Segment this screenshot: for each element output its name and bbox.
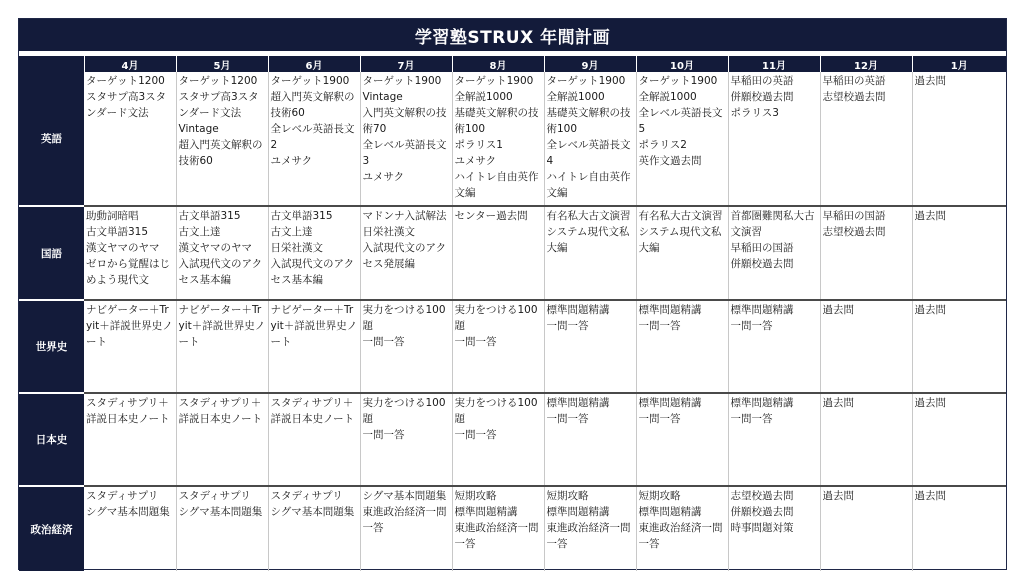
plan-cell: ナビゲーター＋Tryit＋詳説世界史ノート (176, 300, 268, 393)
plan-cell: ナビゲーター＋Tryit＋詳説世界史ノート (84, 300, 176, 393)
plan-cell: ターゲット1200 スタサプ高3スタンダード文法 Vintage 超入門英文解釈の技術60 (176, 72, 268, 206)
plan-cell: スタディサプリ シグマ基本問題集 (84, 486, 176, 571)
plan-cell: 早稲田の国語 志望校過去問 (820, 206, 912, 300)
subject-row-english (19, 72, 1006, 206)
plan-cell: 過去問 (912, 393, 1006, 486)
plan-cell: スタディサプリ＋詳説日本史ノート (176, 393, 268, 486)
month-header: 8月 (452, 56, 544, 72)
month-header: 9月 (544, 56, 636, 72)
plan-cell: 短期攻略 標準問題精講 東進政治経済一問一答 (452, 486, 544, 571)
plan-cell: 過去問 (912, 300, 1006, 393)
subject-label: 政治経済 (19, 486, 84, 571)
subject-label: 世界史 (19, 300, 84, 393)
plan-cell: 過去問 (914, 490, 946, 502)
month-header: 11月 (728, 56, 820, 72)
month-header: 12月 (820, 56, 912, 72)
plan-cell: ターゲット1900 全解説1000 基礎英文解釈の技術100 ポラリス1 ユメサク ハイトレ自由英作文編 (452, 72, 544, 206)
plan-cell: マドンナ入試解法 日栄社漢文 入試現代文のアクセス発展編 (360, 206, 452, 300)
plan-cell: スタディサプリ＋詳説日本史ノート (268, 393, 360, 486)
plan-cell: 古文単語315 古文上達 日栄社漢文 入試現代文のアクセス基本編 (268, 206, 360, 300)
plan-cell: 標準問題精講 一問一答 (636, 393, 728, 486)
plan-cell: 過去問 (820, 393, 912, 486)
month-header: 4月 (84, 56, 176, 72)
page-title: 学習塾STRUX 年間計画 (19, 19, 1006, 51)
plan-cell: 早稲田の英語 志望校過去問 (820, 72, 912, 206)
subject-label: 日本史 (19, 393, 84, 486)
plan-cell: 短期攻略 標準問題精講 東進政治経済一問一答 (636, 486, 728, 571)
subject-row-japanese (19, 206, 1006, 300)
plan-cell: ターゲット1900 超入門英文解釈の技術60 全レベル英語長文2 ユメサク (268, 72, 360, 206)
plan-cell: 助動詞暗唱 古文単語315 漢文ヤマのヤマ ゼロから覚醒はじめよう現代文 (84, 206, 176, 300)
plan-cell: 過去問 (820, 300, 912, 393)
month-header: 6月 (268, 56, 360, 72)
plan-cell: 志望校過去問 併願校過去問 時事問題対策 (728, 486, 820, 571)
subject-row-politics-economics (19, 486, 1006, 571)
plan-cell: ターゲット1900 Vintage 入門英文解釈の技術70 全レベル英語長文3 ユメサク (360, 72, 452, 206)
plan-cell: 標準問題精講 一問一答 (728, 300, 820, 393)
plan-cell: 過去問 (912, 206, 1006, 300)
plan-cell: スタディサプリ＋詳説日本史ノート (84, 393, 176, 486)
plan-cell: 実力をつける100題 一問一答 (360, 393, 452, 486)
plan-cell: 標準問題精講 一問一答 (544, 393, 636, 486)
plan-cell: センター過去問 (452, 206, 544, 300)
plan-cell: 標準問題精講 一問一答 (544, 300, 636, 393)
plan-cell: 早稲田の英語 併願校過去問 ポラリス3 (728, 72, 820, 206)
month-header: 7月 (360, 56, 452, 72)
plan-cell: 有名私大古文演習 システム現代文私大編 (544, 206, 636, 300)
plan-cell: 古文単語315 古文上達 漢文ヤマのヤマ 入試現代文のアクセス基本編 (176, 206, 268, 300)
plan-cell: 首都圏難関私大古文演習 早稲田の国語 併願校過去問 (728, 206, 820, 300)
plan-cell: 標準問題精講 一問一答 (728, 393, 820, 486)
month-header: 5月 (176, 56, 268, 72)
plan-cell: 有名私大古文演習 システム現代文私大編 (636, 206, 728, 300)
plan-cell: 標準問題精講 一問一答 (636, 300, 728, 393)
plan-cell: シグマ基本問題集 東進政治経済一問一答 (360, 486, 452, 571)
subject-label: 英語 (19, 72, 84, 206)
plan-cell: 実力をつける100題 一問一答 (452, 393, 544, 486)
plan-cell: 短期攻略 標準問題精講 東進政治経済一問一答 (544, 486, 636, 571)
subject-label: 国語 (19, 206, 84, 300)
plan-cell: スタディサプリ シグマ基本問題集 (268, 486, 360, 571)
plan-cell: ナビゲーター＋Tryit＋詳説世界史ノート (268, 300, 360, 393)
plan-cell: ターゲット1900 全解説1000 基礎英文解釈の技術100 全レベル英語長文4 ハイトレ自由英作文編 (544, 72, 636, 206)
month-header: 1月 (912, 56, 1006, 72)
plan-cell: 過去問 (912, 72, 1006, 206)
plan-cell: 実力をつける100題 一問一答 (360, 300, 452, 393)
plan-cell: ターゲット1200 スタサプ高3スタンダード文法 (84, 72, 176, 206)
corner-cell (19, 56, 84, 72)
plan-cell: スタディサプリ シグマ基本問題集 (176, 486, 268, 571)
subject-row-world-history (19, 300, 1006, 393)
annual-plan-sheet (18, 18, 1007, 570)
month-header-row (19, 56, 1006, 72)
month-header: 10月 (636, 56, 728, 72)
plan-cell: 過去問 (820, 486, 912, 571)
plan-cell: 実力をつける100題 一問一答 (452, 300, 544, 393)
subject-row-japanese-history (19, 393, 1006, 486)
schedule-table (19, 56, 1006, 571)
plan-cell: ターゲット1900 全解説1000 全レベル英語長文5 ポラリス2 英作文過去問 (636, 72, 728, 206)
